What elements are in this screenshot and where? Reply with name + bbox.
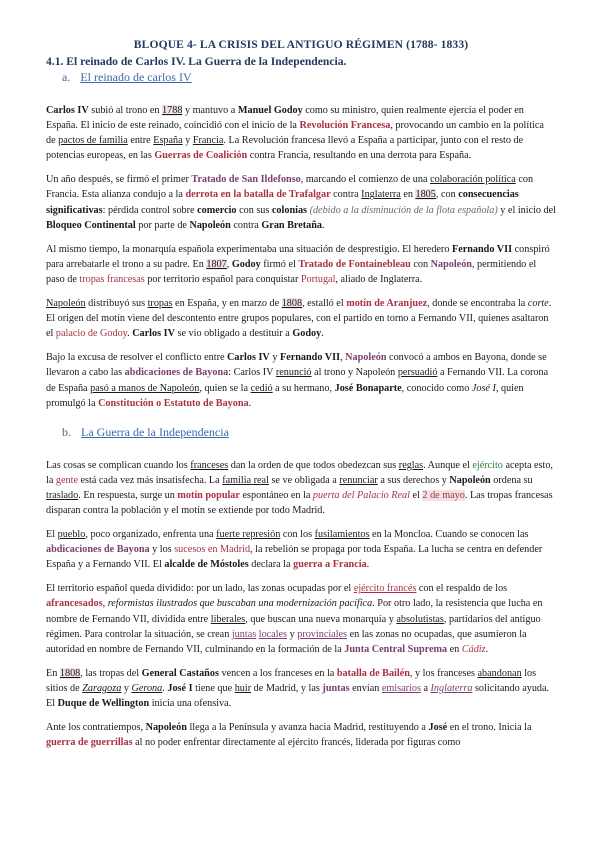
text-run: Ante los contratiempos, <box>46 722 146 734</box>
text-run: , marcando el comienzo de una <box>300 174 431 186</box>
text-run: por territorio español para conquistar <box>144 273 301 285</box>
text-run: colonias <box>271 204 308 216</box>
text-run: consecuencias significativas <box>46 189 519 216</box>
text-run: , provocando un cambio en la política de <box>46 120 544 147</box>
text-run: . <box>485 643 489 655</box>
section-heading: 4.1. El reinado de Carlos IV. La Guerra de la Independencia. <box>46 55 347 68</box>
text-run: Napoleón <box>189 219 231 231</box>
text-run: España <box>153 135 183 147</box>
text-run: juntas <box>322 682 350 694</box>
text-run: espontáneo en la <box>239 489 313 501</box>
text-run: Guerras de Coalición <box>154 150 248 162</box>
text-run: , partidarios del antiguo régimen. Para controlar la situación, se crean <box>46 613 541 640</box>
text-run: entre <box>127 135 154 147</box>
subsection-number: a. <box>62 70 71 84</box>
text-run: , poco organizado, enfrenta una <box>85 529 217 541</box>
text-run: está cada vez más insatisfecha. La <box>77 474 223 486</box>
text-run: convocó a ambos en Bayona, donde se llevaron a cabo las <box>46 352 547 379</box>
text-run: 2 de mayo <box>422 489 465 501</box>
text-run: fuerte represión <box>216 529 281 541</box>
text-run: conspiró para arrebatarle el trono a su padre. En <box>46 243 550 270</box>
text-run: en <box>447 643 462 655</box>
text-run: provinciales <box>297 628 348 640</box>
text-run: Godoy <box>231 258 261 270</box>
paragraph-2 <box>46 172 556 232</box>
paragraph-3 <box>46 242 556 287</box>
text-run: reglas <box>398 459 424 471</box>
text-run: abandonan <box>477 667 522 679</box>
text-run: franceses <box>190 459 229 471</box>
text-run: y <box>182 135 193 147</box>
text-run: contra <box>230 219 262 231</box>
text-run: en el trono. Inicia la <box>447 722 532 734</box>
text-run: 1788 <box>162 105 183 116</box>
text-run: contra Francia, resultando en una derrota para España. <box>247 150 472 162</box>
text-run: Napoleón <box>430 258 472 270</box>
text-run: juntas <box>231 628 257 640</box>
text-run: Gran Bretaña <box>261 219 323 231</box>
subsection-number: b. <box>62 424 71 439</box>
text-run: motín de Aranjuez <box>346 298 428 310</box>
subsection-b-heading <box>62 425 556 440</box>
text-run: , aliado de Inglaterra. <box>335 273 423 285</box>
paragraph-5 <box>46 350 556 410</box>
text-run: tropas francesas <box>79 273 145 285</box>
text-run: Inglaterra <box>361 189 401 201</box>
text-run: Duque de Wellington <box>57 698 150 709</box>
text-run: al no poder enfrentar directamente al ejército francés, liderada por figuras como <box>132 737 461 749</box>
text-run: , conocido como <box>401 382 472 394</box>
text-run: vencen a los franceses en la <box>218 667 337 679</box>
text-run: . Aunque el <box>423 459 473 471</box>
text-run: . <box>127 328 133 340</box>
text-run: Napoleón <box>145 722 187 734</box>
text-run: José I <box>471 382 496 394</box>
text-run: En <box>46 667 60 679</box>
text-run: a Fernando VII. La corona de España <box>46 367 549 394</box>
text-run: y <box>269 352 280 364</box>
text-run: Napoleón <box>345 352 387 364</box>
text-run: Fernando VII <box>279 352 341 364</box>
text-run: el <box>409 489 423 501</box>
text-run: por parte de <box>135 219 190 231</box>
text-run: con <box>410 258 431 270</box>
text-run: Carlos IV <box>132 328 175 340</box>
text-run: liberales <box>210 613 246 625</box>
text-run: Tratado de Fontainebleau <box>298 258 411 270</box>
text-run: subió al trono en <box>88 105 163 116</box>
text-run: se vio obligado a destituir a <box>174 328 293 340</box>
text-run: Revolución Francesa <box>299 120 391 132</box>
text-run: El <box>46 529 58 541</box>
paragraph-7 <box>46 527 556 572</box>
text-run: Cádiz <box>461 643 486 655</box>
subsection-a-heading <box>62 70 556 85</box>
text-run: , la rebelión se propaga por toda España. La lucha se centra en defender España y a Fernando VII. El <box>46 544 543 571</box>
text-run: acepta esto, la <box>46 459 553 486</box>
text-run: Manuel Godoy <box>237 105 303 116</box>
text-run: Gerona <box>131 682 163 694</box>
subsection-title: La Guerra de la Independencia <box>81 424 229 439</box>
text-run: se ve obligada a <box>268 474 340 486</box>
text-run: con los <box>280 529 315 541</box>
text-run: puerta del Palacio Real <box>312 489 410 501</box>
text-run: distribuyó sus <box>85 298 148 310</box>
text-run: Tratado de San Ildefonso <box>191 174 301 186</box>
text-run: Las cosas se complican cuando los <box>46 459 191 471</box>
text-run: huir <box>234 682 252 694</box>
text-run: General Castaños <box>141 667 219 679</box>
text-run: renunciar <box>339 474 378 486</box>
text-run: a sus derechos y <box>377 474 450 486</box>
text-run: en las zonas no ocupadas, que asumieron la autoridad en nombre de Fernando VII, culminando en la formación de la <box>46 628 527 655</box>
paragraph-8 <box>46 581 556 656</box>
text-run: firmó el <box>260 258 299 270</box>
text-run: , donde se encontraba la <box>427 298 528 310</box>
text-run: dan la orden de que todos obedezcan sus <box>228 459 399 471</box>
text-run: , <box>340 352 346 364</box>
text-run: afrancesados <box>46 598 103 610</box>
text-run: familia real <box>222 474 269 486</box>
text-run: palacio de Godoy <box>55 328 128 340</box>
text-run: , permitiendo el paso de <box>46 258 537 285</box>
text-run: , <box>102 598 108 610</box>
text-run: . <box>321 328 324 340</box>
text-run: Constitución o Estatuto de Bayona <box>98 397 249 409</box>
text-run: ejército <box>472 459 503 471</box>
text-run: , quien se la <box>199 382 251 394</box>
text-run: Francia <box>192 135 224 147</box>
paragraph-10 <box>46 720 556 750</box>
text-run: , y los franceses <box>409 667 478 679</box>
text-run: abdicaciones de Bayona <box>46 544 150 556</box>
text-run: cedió <box>250 382 273 394</box>
text-run: José Bonaparte <box>334 382 402 394</box>
text-run: a su hermano, <box>272 382 335 394</box>
text-run: con Francia. Esta alianza condujo a la <box>46 174 534 201</box>
text-run: y <box>287 628 298 640</box>
text-run: persuadió <box>397 367 438 379</box>
text-run: . La Revolución francesa llevó a España a participar, junto con el resto de potencias europeas, en las <box>46 135 524 162</box>
text-run: 1808 <box>281 298 303 310</box>
text-run: José I <box>167 682 193 694</box>
text-run: derrota en la batalla de Trafalgar <box>185 189 331 201</box>
text-run: . <box>162 682 168 694</box>
text-run: declara la <box>248 559 294 571</box>
text-run: , <box>226 258 232 270</box>
text-run: ejército francés <box>353 583 417 595</box>
text-run: en la Moncloa. Cuando se conocen las <box>369 529 529 541</box>
text-run: solicitando ayuda. El <box>46 682 550 709</box>
text-run: motín popular <box>177 489 240 501</box>
paragraph-4 <box>46 296 556 341</box>
text-run: pasó a manos de Napoleón <box>90 382 200 394</box>
text-run: guerra de guerrillas <box>46 737 133 749</box>
text-run: los sitios de <box>46 667 537 694</box>
text-run: (debido a la disminución de la flota española) <box>309 204 498 216</box>
text-run: Zaragoza <box>82 682 122 694</box>
text-run: batalla de Bailén <box>336 667 410 679</box>
text-run: 1808 <box>59 667 81 679</box>
text-run: al trono y Napoleón <box>311 367 398 379</box>
text-run: corte <box>527 298 549 310</box>
text-run: a <box>420 682 431 694</box>
text-run: abdicaciones de Bayona <box>124 367 229 379</box>
text-run: pactos de familia <box>58 135 128 147</box>
text-run: tiene que <box>192 682 235 694</box>
text-run: Carlos IV <box>227 352 270 364</box>
text-run: . Las tropas francesas disparan contra la población y el motín se extiende por todo Madrid. <box>46 489 553 516</box>
text-run: envían <box>349 682 382 694</box>
text-run: como su ministro, quien realmente ejercía el poder en España. El inicio de este reinado, coincidió con el inicio de la <box>46 105 524 132</box>
text-run: con sus <box>236 204 272 216</box>
page-title: BLOQUE 4- LA CRISIS DEL ANTIGUO RÉGIMEN (1788- 1833) <box>133 38 469 51</box>
text-run: Napoleón <box>46 298 86 310</box>
text-run: y <box>121 682 132 694</box>
text-run: : pérdida control sobre <box>102 204 198 216</box>
text-run: ordena su <box>490 474 533 486</box>
text-run: Godoy <box>292 328 322 340</box>
text-run: , quien promulgó la <box>46 382 524 409</box>
text-run: en <box>400 189 416 201</box>
text-run: absolutistas <box>396 613 444 625</box>
text-run: Carlos IV <box>46 105 89 116</box>
text-run: Portugal <box>300 273 336 285</box>
text-run: : Carlos IV <box>228 367 276 379</box>
text-run: y el inicio del <box>497 204 557 216</box>
text-run: guerra a Francia <box>293 559 367 571</box>
text-run: José <box>428 722 448 734</box>
text-run: Al mismo tiempo, la monarquía española experimentaba una situación de desprestigio. El heredero <box>46 243 452 255</box>
text-run: . <box>366 559 370 571</box>
text-run: El territorio español queda dividido: por un lado, las zonas ocupadas por el <box>46 583 354 595</box>
text-run: alcalde de Móstoles <box>164 559 249 571</box>
text-run: locales <box>258 628 288 640</box>
text-run: . <box>248 397 252 409</box>
text-run: tropas <box>147 298 173 310</box>
text-run: , estalló el <box>302 298 347 310</box>
text-run: renunció <box>275 367 312 379</box>
text-run: reformistas ilustrados que buscaban una modernización pacífica <box>107 598 373 610</box>
text-run: inicia una ofensiva. <box>149 698 232 709</box>
text-run: , con <box>435 189 459 201</box>
text-run: emisarios <box>381 682 421 694</box>
text-run: 1807 <box>206 258 227 270</box>
text-run: y los <box>149 544 175 556</box>
text-run: Fernando VII <box>451 243 513 255</box>
text-run: . El origen del motín viene del descontento entre grupos populares, con el partido en torno a Fernando VII, quienes asaltaron el <box>46 298 552 340</box>
text-run: contra <box>330 189 362 201</box>
text-run: Inglaterra <box>430 682 473 694</box>
text-run: comercio <box>197 204 237 216</box>
paragraph-6 <box>46 458 556 518</box>
text-run: . Por otro lado, la resistencia que lucha en nombre de Fernando VII, dividida entre <box>46 598 543 625</box>
text-run: Napoleón <box>449 474 491 486</box>
text-run: colaboración política <box>430 174 516 186</box>
text-run: , las tropas del <box>80 667 142 679</box>
text-run: llega a la Península y avanza hacia Madrid, restituyendo a <box>186 722 429 734</box>
text-run: . En respuesta, surge un <box>78 489 178 501</box>
text-run: Junta Central Suprema <box>344 643 448 655</box>
text-run: Bajo la excusa de resolver el conflicto entre <box>46 352 228 364</box>
text-run: y mantuvo a <box>182 105 238 116</box>
text-run: sucesos en Madrid <box>174 544 251 556</box>
text-run: traslado <box>46 489 79 501</box>
text-run: . <box>322 219 325 231</box>
text-run: gente <box>55 474 78 486</box>
paragraph-9 <box>46 666 556 711</box>
text-run: fusilamientos <box>314 529 370 541</box>
text-run: , que buscan una nueva monarquía y <box>245 613 397 625</box>
text-run: 1805 <box>415 189 436 201</box>
text-run: en España, y en marzo de <box>172 298 282 310</box>
text-run: Un año después, se firmó el primer <box>46 174 192 186</box>
text-run: con el respaldo de los <box>416 583 508 595</box>
text-run: de Madrid, y las <box>251 682 323 694</box>
paragraph-1 <box>46 103 556 163</box>
subsection-title: El reinado de carlos IV <box>80 70 192 84</box>
text-run: pueblo <box>57 529 86 541</box>
text-run: Bloqueo Continental <box>46 219 136 231</box>
